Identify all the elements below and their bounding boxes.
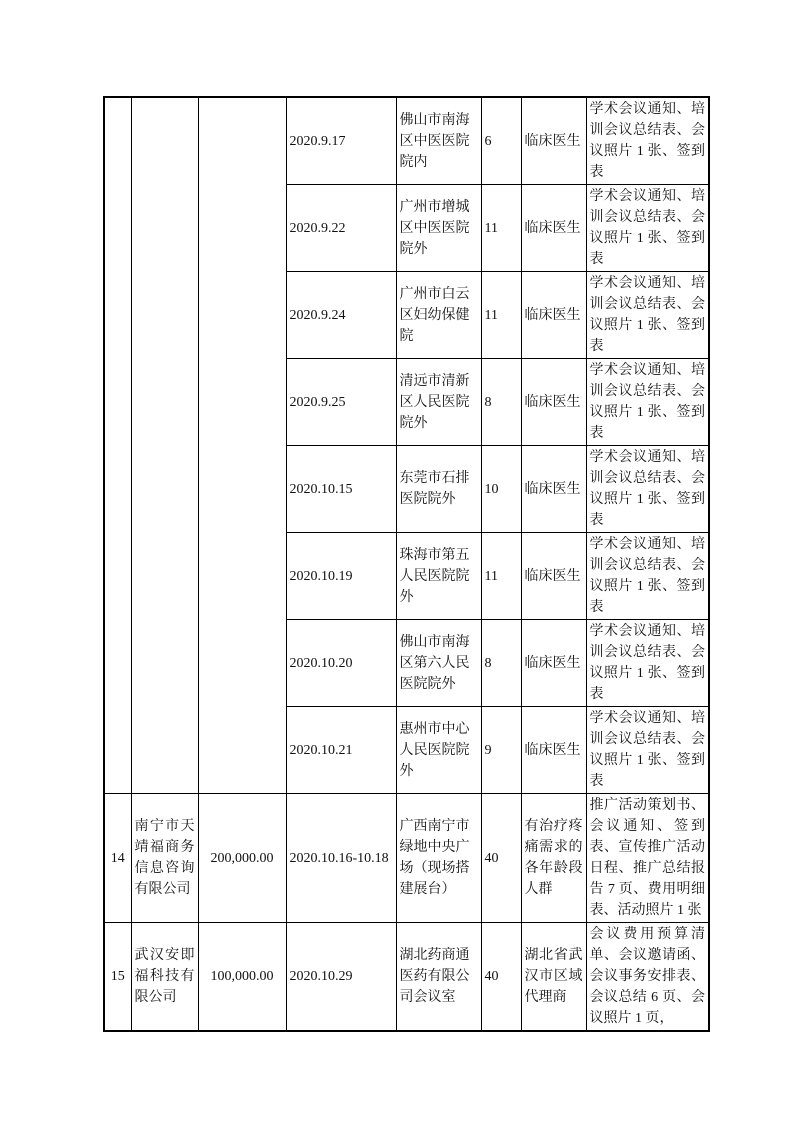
date-cell: 2020.10.20 [286,620,396,707]
date-cell: 2020.10.15 [286,446,396,533]
location-cell: 佛山市南海区中医医院院内 [396,97,481,185]
date-cell: 2020.10.29 [286,923,396,1032]
attendees-cell: 10 [481,446,521,533]
company-cell: 南宁市天靖福商务信息咨询有限公司 [131,794,198,923]
location-cell: 珠海市第五人民医院院外 [396,533,481,620]
location-cell: 佛山市南海区第六人民医院院外 [396,620,481,707]
audience-cell: 临床医生 [521,97,586,185]
materials-cell: 推广活动策划书、会议通知、签到表、宣传推广活动日程、推广总结报告 7 页、费用明细表、活动照片 1 张 [586,794,709,923]
audience-cell: 临床医生 [521,272,586,359]
attendees-cell: 8 [481,620,521,707]
location-cell: 东莞市石排医院院外 [396,446,481,533]
amount-cell: 100,000.00 [198,923,286,1032]
date-cell: 2020.9.25 [286,359,396,446]
materials-cell: 学术会议通知、培训会议总结表、会议照片 1 张、签到表 [586,446,709,533]
serial-cell: 14 [104,794,131,923]
audience-cell: 临床医生 [521,620,586,707]
company-cell-continued [131,97,198,794]
location-cell: 惠州市中心人民医院院外 [396,707,481,794]
date-cell: 2020.9.24 [286,272,396,359]
materials-cell: 学术会议通知、培训会议总结表、会议照片 1 张、签到表 [586,185,709,272]
attendees-cell: 8 [481,359,521,446]
audience-cell: 临床医生 [521,707,586,794]
audience-cell: 湖北省武汉市区域代理商 [521,923,586,1032]
materials-cell: 学术会议通知、培训会议总结表、会议照片 1 张、签到表 [586,97,709,185]
entry-row [104,923,709,1032]
table-body [104,97,709,1031]
date-cell: 2020.10.16-10.18 [286,794,396,923]
date-cell: 2020.9.17 [286,97,396,185]
audience-cell: 有治疗疼痛需求的各年龄段人群 [521,794,586,923]
session-row [104,97,709,185]
attendees-cell: 11 [481,185,521,272]
attendees-cell: 11 [481,533,521,620]
audience-cell: 临床医生 [521,446,586,533]
attendees-cell: 40 [481,923,521,1032]
date-cell: 2020.10.19 [286,533,396,620]
location-cell: 湖北药商通医药有限公司会议室 [396,923,481,1032]
location-cell: 广州市增城区中医医院院外 [396,185,481,272]
materials-cell: 学术会议通知、培训会议总结表、会议照片 1 张、签到表 [586,620,709,707]
attendees-cell: 11 [481,272,521,359]
audience-cell: 临床医生 [521,533,586,620]
amount-cell: 200,000.00 [198,794,286,923]
attendees-cell: 9 [481,707,521,794]
attendees-cell: 6 [481,97,521,185]
location-cell: 清远市清新区人民医院院外 [396,359,481,446]
expense-disclosure-table [103,96,710,1032]
amount-cell-continued [198,97,286,794]
serial-cell: 15 [104,923,131,1032]
serial-cell-continued [104,97,131,794]
audience-cell: 临床医生 [521,185,586,272]
materials-cell: 学术会议通知、培训会议总结表、会议照片 1 张、签到表 [586,359,709,446]
attendees-cell: 40 [481,794,521,923]
date-cell: 2020.9.22 [286,185,396,272]
company-cell: 武汉安即福科技有限公司 [131,923,198,1032]
location-cell: 广西南宁市绿地中央广场（现场搭建展台） [396,794,481,923]
location-cell: 广州市白云区妇幼保健院 [396,272,481,359]
materials-cell: 学术会议通知、培训会议总结表、会议照片 1 张、签到表 [586,707,709,794]
materials-cell: 会议费用预算清单、会议邀请函、会议事务安排表、会议总结 6 页、会议照片 1 页， [586,923,709,1032]
audience-cell: 临床医生 [521,359,586,446]
materials-cell: 学术会议通知、培训会议总结表、会议照片 1 张、签到表 [586,272,709,359]
entry-row [104,794,709,923]
materials-cell: 学术会议通知、培训会议总结表、会议照片 1 张、签到表 [586,533,709,620]
date-cell: 2020.10.21 [286,707,396,794]
